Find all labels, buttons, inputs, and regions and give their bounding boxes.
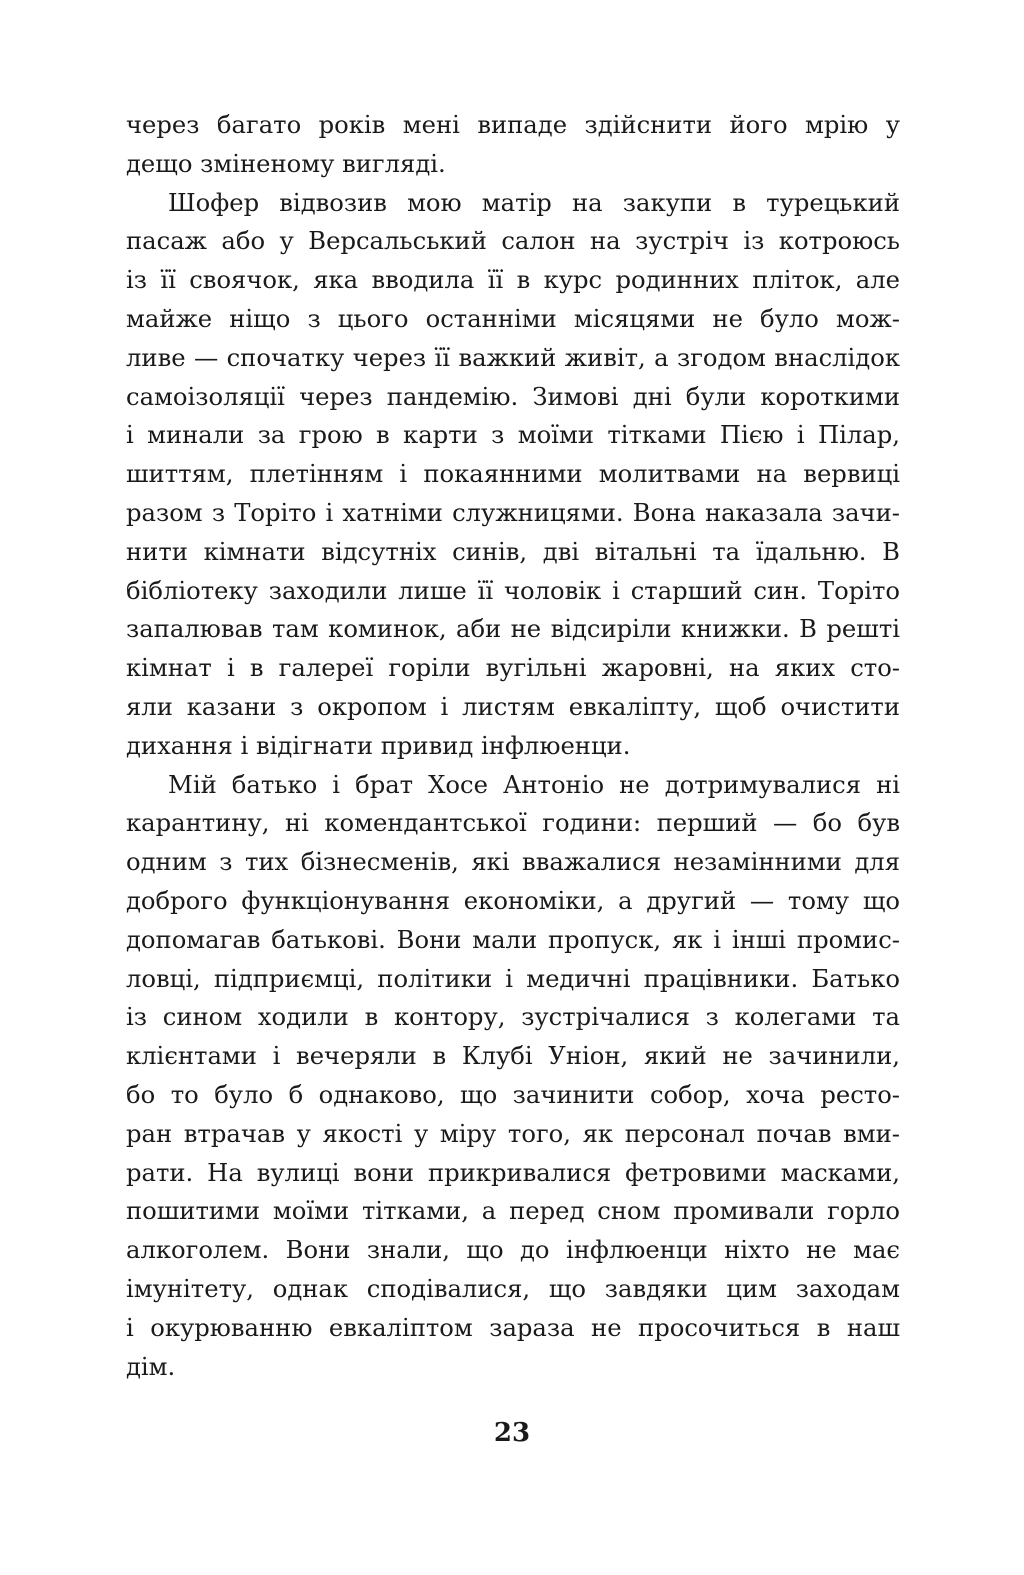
text-line: дещо зміненому вигляді. (126, 148, 446, 178)
text-line: і минали за грою в карти з моїми тітками Пією і Пілар, (126, 420, 900, 450)
text-line: Мій батько і брат Хосе Антоніо не дотримувалися ні (168, 769, 900, 799)
text-line: імунітету, однак сподівалися, що завдяки цим заходам (126, 1273, 900, 1303)
text-line: яли казани з окропом і листям евкаліпту, щоб очистити (126, 691, 900, 721)
text-line: карантину, ні комендантської години: перший — бо був (126, 808, 900, 838)
text-line: пошитими моїми тітками, а перед сном промивали горло (126, 1196, 900, 1226)
text-line: із її своячок, яка вводила її в курс родинних пліток, але (126, 265, 900, 295)
text-line: майже ніщо з цього останніми місяцями не було мож- (126, 303, 900, 333)
text-line: доброго функціонування економіки, а другий — тому що (126, 885, 900, 915)
text-line: нити кімнати відсутніх синів, дві вітальні та їдальню. В (126, 536, 900, 566)
text-line: самоізоляції через пандемію. Зимові дні були короткими (126, 381, 900, 411)
body-text (126, 106, 900, 1386)
text-line: бібліотеку заходили лише її чоловік і старший син. Торіто (126, 575, 900, 605)
paragraph (126, 106, 900, 184)
text-line: дихання і відігнати привид інфлюенци. (126, 730, 631, 760)
text-line: запалював там коминок, аби не відсиріли книжки. В решті (126, 614, 900, 644)
text-line: шиттям, плетінням і покаянними молитвами на вервиці (126, 459, 900, 489)
text-line: пасаж або у Версальський салон на зустріч із котроюсь (126, 226, 900, 256)
text-line: рати. На вулиці вони прикривалися фетровими масками, (126, 1157, 900, 1187)
text-line: із сином ходили в контору, зустрічалися з колегами та (126, 1002, 900, 1032)
text-line: бо то було б однаково, що зачинити собор, хоча ресто- (126, 1079, 900, 1109)
page-number: 23 (493, 1418, 531, 1448)
text-line: через багато років мені випаде здійснити його мрію у (126, 110, 900, 139)
text-line: ловці, підприємці, політики і медичні працівники. Батько (126, 963, 900, 993)
text-line: і окурюванню евкаліптом зараза не просочиться в наш (126, 1312, 900, 1342)
text-line: кімнат і в галереї горіли вугільні жаровні, на яких сто- (126, 653, 900, 683)
text-line: клієнтами і вечеряли в Клубі Уніон, який не зачинили, (126, 1041, 900, 1071)
text-line: разом з Торіто і хатніми служницями. Вона наказала зачи- (126, 497, 900, 527)
text-line: Шофер відвозив мою матір на закупи в турецький (168, 187, 900, 217)
paragraph (126, 184, 900, 766)
text-line: одним з тих бізнесменів, які вважалися незамінними для (126, 847, 900, 877)
text-line: алкоголем. Вони знали, що до інфлюенци ніхто не має (126, 1235, 900, 1265)
text-line: допомагав батькові. Вони мали пропуск, як і інші промис- (126, 924, 900, 954)
text-line: ран втрачав у якості у міру того, як персонал почав вми- (126, 1118, 900, 1148)
text-line: ливе — спочатку через її важкий живіт, а згодом внаслідок (126, 342, 900, 372)
paragraph (126, 766, 900, 1387)
text-line: дім. (126, 1351, 176, 1381)
